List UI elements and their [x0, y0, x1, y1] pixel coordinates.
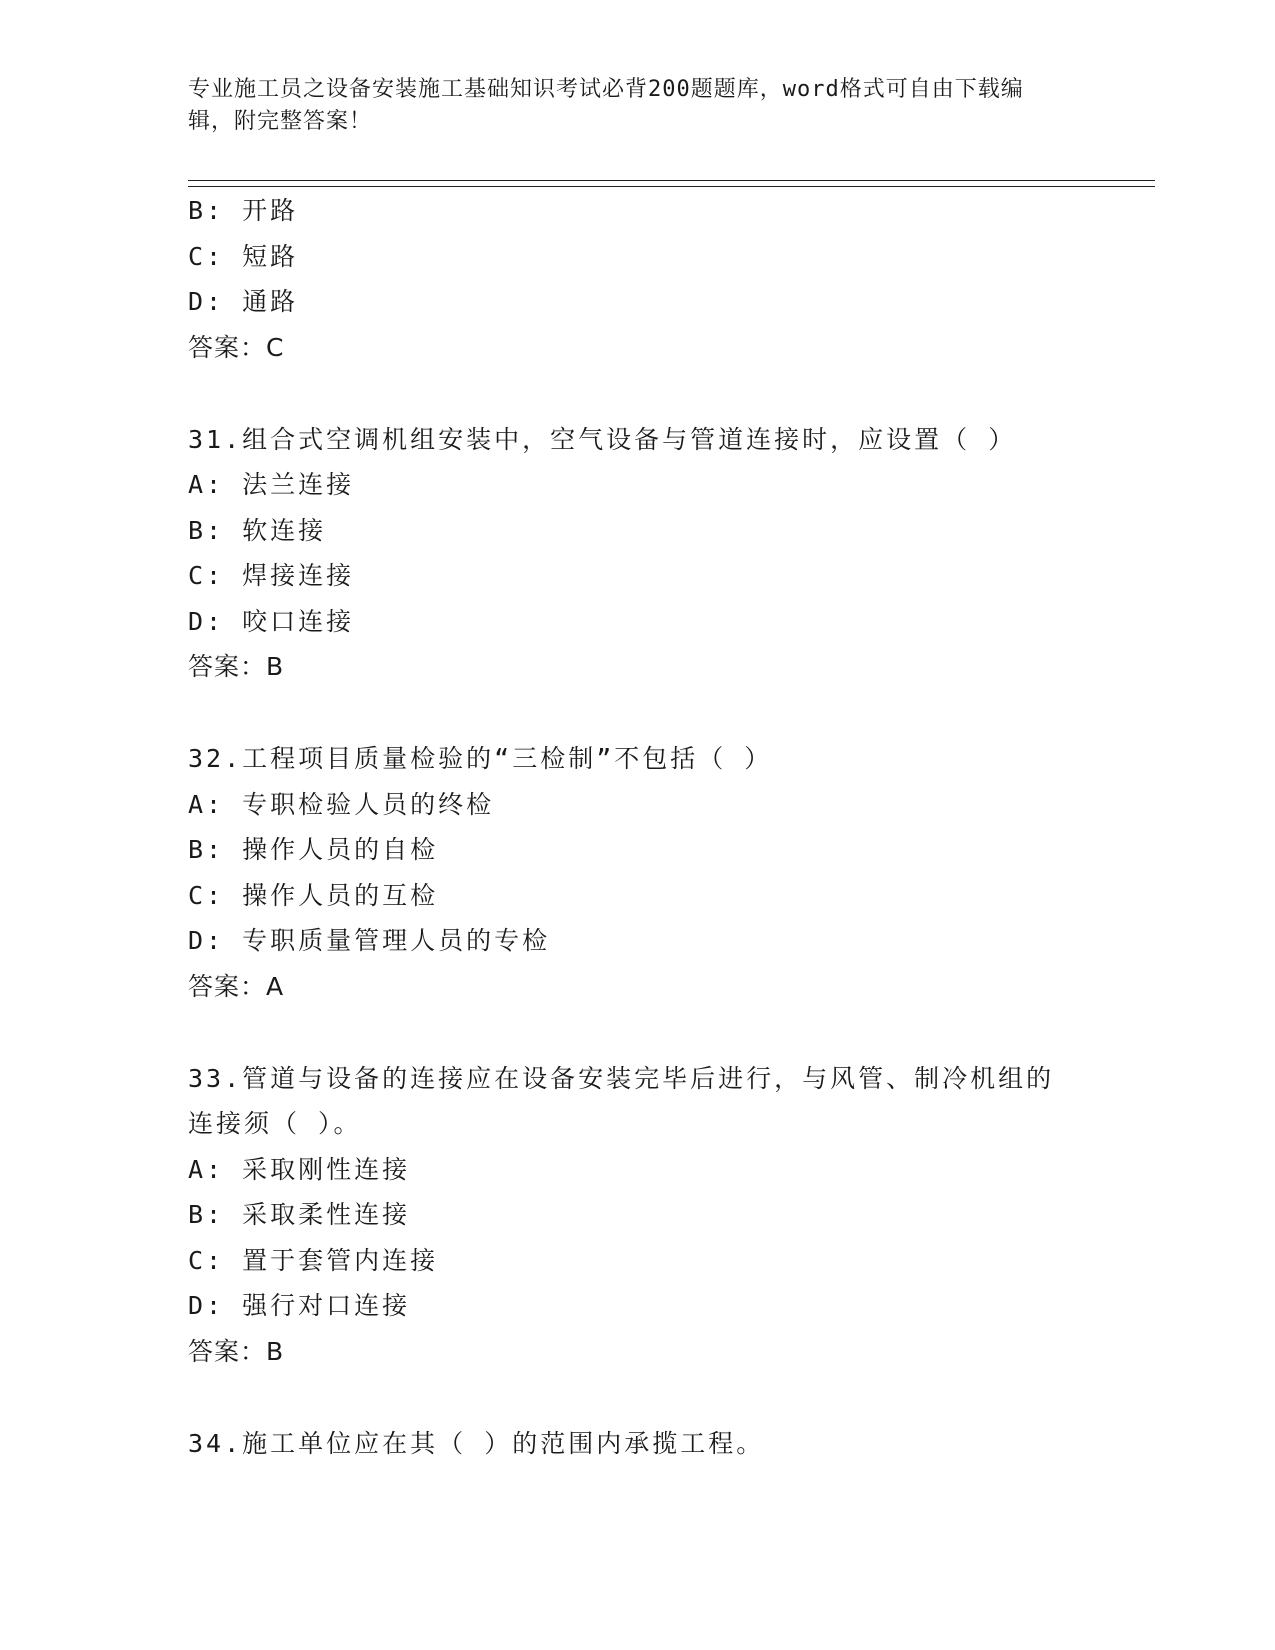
question-31 — [188, 417, 1088, 691]
question-text: 32.工程项目质量检验的“三检制”不包括（ ） — [188, 744, 773, 773]
spacer — [188, 371, 1088, 417]
option-a: A: 专职检验人员的终检 — [188, 789, 495, 819]
option-d: D: 咬口连接 — [188, 606, 355, 636]
option-b: B: 操作人员的自检 — [188, 835, 439, 864]
question-33 — [188, 1056, 1088, 1375]
document-intro: 专业施工员之设备安装施工基础知识考试必背200题题库，word格式可自由下载编辑，附完整答案！ — [188, 77, 1024, 134]
option-d: D: 通路 — [188, 287, 299, 316]
answer-line: 答案：B — [188, 1336, 285, 1366]
option-c: C: 焊接连接 — [188, 561, 355, 590]
answer-line: 答案：B — [188, 652, 285, 681]
question-text-line-2: 连接须（ ）。 — [188, 1109, 362, 1138]
question-30-continued — [188, 188, 1088, 371]
header-divider — [188, 180, 1155, 187]
question-34 — [188, 1421, 1088, 1467]
option-b: B: 采取柔性连接 — [188, 1200, 411, 1229]
option-a: A: 法兰连接 — [188, 470, 355, 499]
answer-line: 答案：A — [188, 971, 285, 1001]
spacer — [188, 1375, 1088, 1421]
option-a: A: 采取刚性连接 — [188, 1154, 411, 1184]
option-b: B: 开路 — [188, 196, 299, 225]
spacer — [188, 690, 1088, 736]
question-text: 31.组合式空调机组安装中，空气设备与管道连接时，应设置（ ） — [188, 424, 1017, 454]
option-c: C: 短路 — [188, 241, 299, 271]
spacer — [188, 1010, 1088, 1056]
question-text: 34.施工单位应在其（ ）的范围内承揽工程。 — [188, 1428, 765, 1458]
option-d: D: 专职质量管理人员的专检 — [188, 926, 551, 955]
question-32 — [188, 736, 1088, 1010]
answer-line: 答案：C — [188, 332, 285, 362]
question-list — [188, 188, 1088, 1466]
option-c: C: 置于套管内连接 — [188, 1245, 439, 1275]
question-text-line-1: 33.管道与设备的连接应在设备安装完毕后进行，与风管、制冷机组的 — [188, 1063, 1055, 1093]
option-b: B: 软连接 — [188, 515, 327, 545]
option-c: C: 操作人员的互检 — [188, 880, 439, 910]
option-d: D: 强行对口连接 — [188, 1291, 411, 1320]
